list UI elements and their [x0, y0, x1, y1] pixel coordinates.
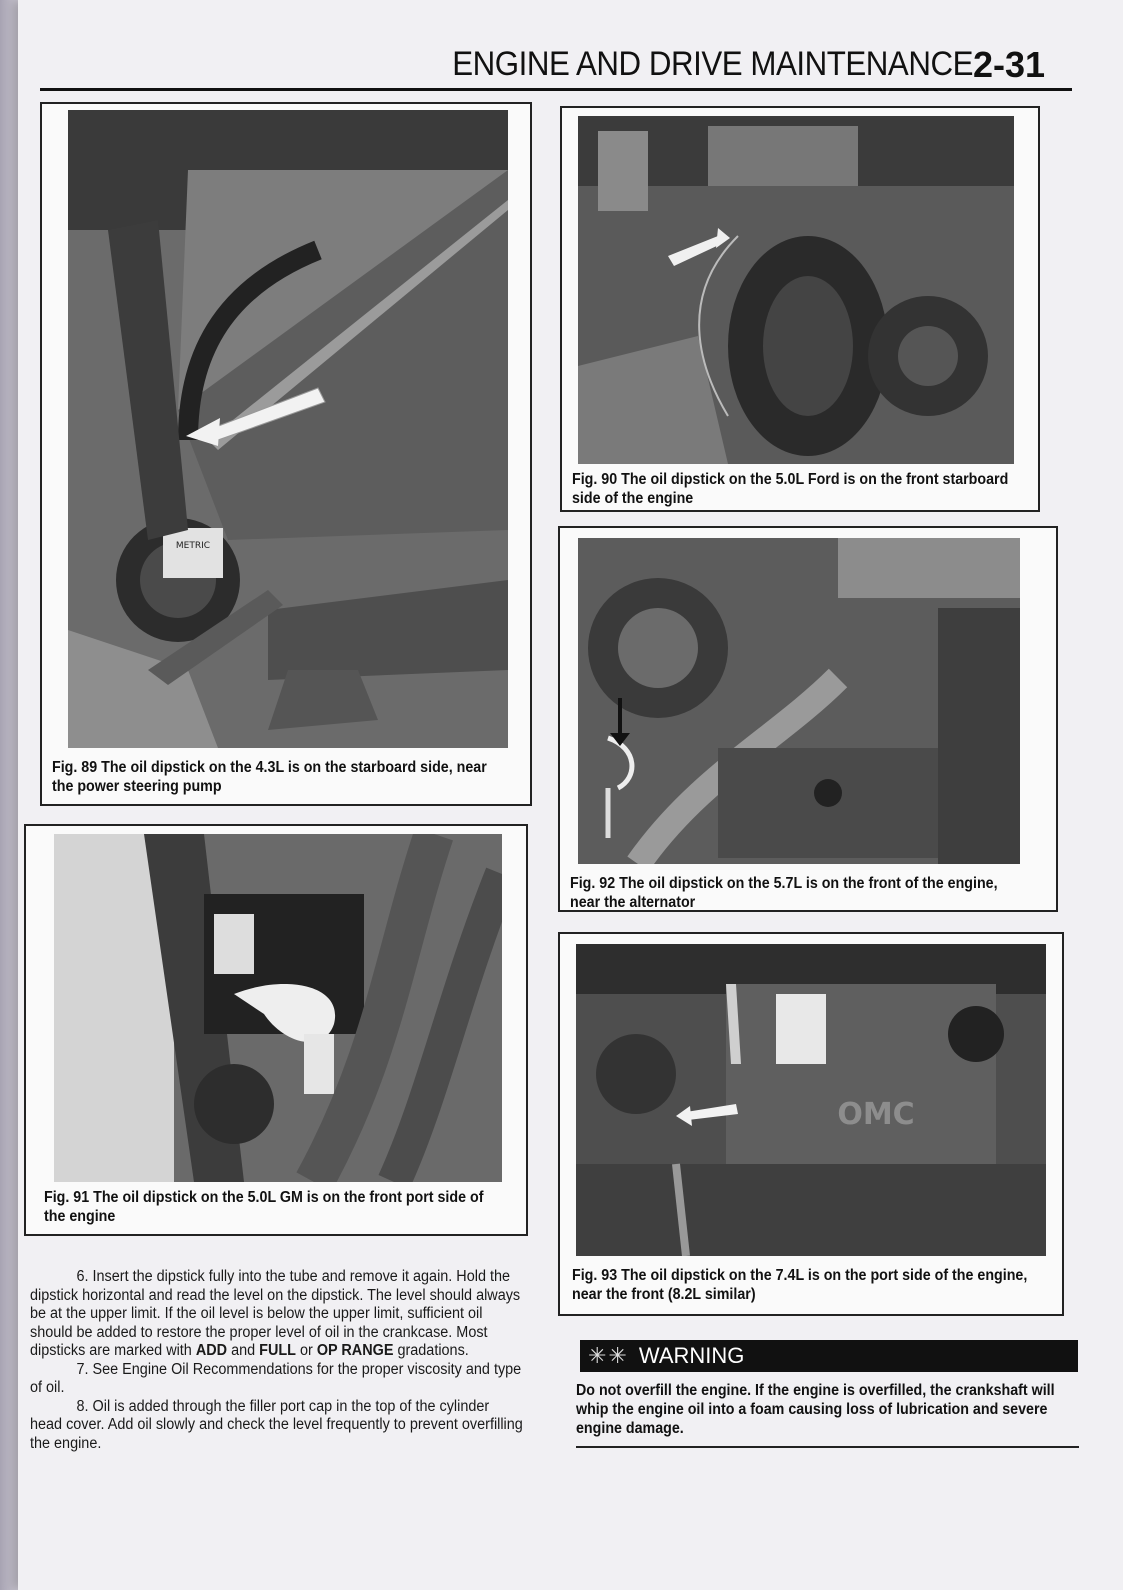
figure-92: [558, 526, 1058, 912]
figure-93-caption: Fig. 93 The oil dipstick on the 7.4L is on the port side of the engine, near the front (8.2L similar): [572, 1267, 1028, 1303]
figure-89-caption: Fig. 89 The oil dipstick on the 4.3L is on the starboard side, near the power steering pump: [52, 759, 487, 795]
omc-logo: OMC: [837, 1097, 915, 1132]
figure-93-photo: [576, 944, 1046, 1256]
figure-90-photo: [578, 116, 1014, 464]
figure-93: [558, 932, 1064, 1316]
metric-label: METRIC: [175, 541, 211, 551]
manual-page: [18, 0, 1123, 1590]
step-8: 8. Oil is added through the filler port cap in the top of the cylinder head cover. Add oil slowly and check the level frequently to prevent overfilling the engine.: [30, 1397, 523, 1452]
figure-90-caption: Fig. 90 The oil dipstick on the 5.0L Ford is on the front starboard side of the engine: [572, 471, 1009, 507]
warning-rule: [576, 1446, 1079, 1448]
section-title: ENGINE AND DRIVE MAINTENANCE: [452, 45, 973, 83]
procedure-text: [30, 1268, 523, 1453]
warning-stars-icon: ✳✳: [588, 1343, 629, 1368]
warning-heading: [580, 1340, 1078, 1372]
figure-92-caption: Fig. 92 The oil dipstick on the 5.7L is on the front of the engine, near the alternator: [570, 875, 998, 911]
figure-92-photo: [578, 538, 1020, 864]
figure-91-photo: [54, 834, 502, 1182]
header-rule: [40, 88, 1072, 91]
figure-91-caption: Fig. 91 The oil dipstick on the 5.0L GM is on the front port side of the engine: [44, 1189, 484, 1225]
step-7: 7. See Engine Oil Recommendations for the proper viscosity and type of oil.: [30, 1360, 522, 1396]
warning-title: WARNING: [638, 1343, 745, 1368]
figure-91: [24, 824, 528, 1236]
figure-89: [40, 102, 532, 806]
figure-89-photo: [68, 110, 508, 748]
page-edge: [0, 0, 18, 1590]
warning-text: Do not overfill the engine. If the engine is overfilled, the crankshaft will whip the engine oil into a foam causing loss of lubrication and severe engine damage.: [576, 1382, 1055, 1437]
page-number: 2-31: [972, 44, 1045, 85]
step-6: 6. Insert the dipstick fully into the tube and remove it again. Hold the dipstick horizontal and read the level on the dipstick. The level should always be at the upper limit. If the oil level is below the upper limit, sufficient oil should be added to restore the proper level of oil in the crankcase. Most dipsticks are marked with ADD and FULL or OP RANGE gradations.: [30, 1268, 521, 1359]
figure-90: [560, 106, 1040, 512]
